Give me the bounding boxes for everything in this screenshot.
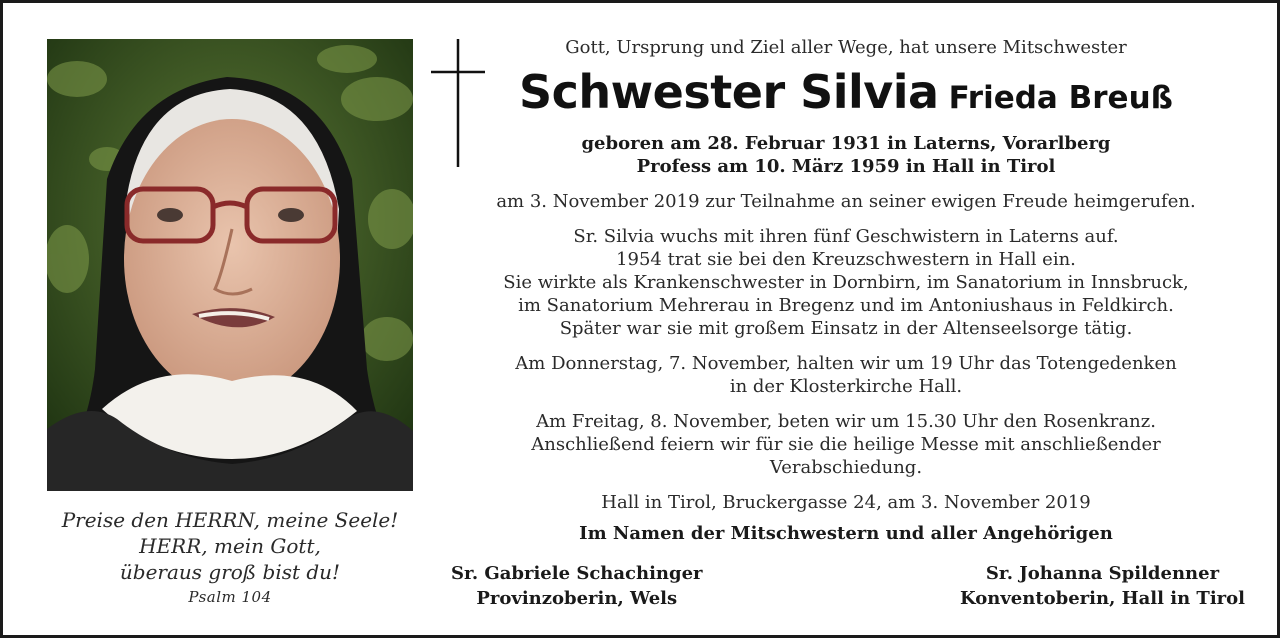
bio-line: 1954 trat sie bei den Kreuzschwestern in Hall ein. xyxy=(616,249,1076,270)
bio-line: im Sanatorium Mehrerau in Bregenz und im Antoniushaus in Feldkirch. xyxy=(518,295,1174,316)
rosary-info xyxy=(473,410,1219,479)
memorial-line: in der Klosterkirche Hall. xyxy=(729,376,963,397)
rosary-line: Verabschiedung. xyxy=(769,457,923,478)
bio-line: Später war sie mit großem Einsatz in der Altenseelsorge tätig. xyxy=(559,318,1133,339)
rosary-line: Anschließend feiern wir für sie die heilige Messe mit anschließender xyxy=(531,434,1161,455)
signers xyxy=(451,561,1245,611)
biography xyxy=(473,225,1219,340)
portrait-photo xyxy=(47,39,413,491)
bio-line: Sr. Silvia wuchs mit ihren fünf Geschwistern in Laterns auf. xyxy=(573,226,1119,247)
signer-role: Provinzoberin, Wels xyxy=(476,588,678,609)
signer-role: Konventoberin, Hall in Tirol xyxy=(959,588,1245,609)
psalm-line: überaus groß bist du! xyxy=(119,560,341,584)
place-date: Hall in Tirol, Bruckergasse 24, am 3. November 2019 xyxy=(601,492,1091,513)
rosary-line: Am Freitag, 8. November, beten wir um 15.30 Uhr den Rosenkranz. xyxy=(536,411,1156,432)
signer-left xyxy=(451,561,703,611)
signer-right xyxy=(960,561,1245,611)
name-primary: Schwester Silvia xyxy=(519,65,939,119)
signer-name: Sr. Gabriele Schachinger xyxy=(451,563,703,584)
obituary-text xyxy=(473,33,1219,545)
called-home-line: am 3. November 2019 zur Teilnahme an seiner ewigen Freude heimgerufen. xyxy=(496,191,1196,212)
psalm-quote xyxy=(47,507,413,609)
psalm-line: HERR, mein Gott, xyxy=(139,534,321,558)
memorial-info xyxy=(473,352,1219,398)
on-behalf-line: Im Namen der Mitschwestern und aller Angehörigen xyxy=(579,523,1113,544)
profess-info: Profess am 10. März 1959 in Hall in Tirol xyxy=(636,156,1056,177)
intro-line: Gott, Ursprung und Ziel aller Wege, hat unsere Mitschwester xyxy=(565,37,1127,58)
psalm-line: Preise den HERRN, meine Seele! xyxy=(61,508,399,532)
signer-name: Sr. Johanna Spildenner xyxy=(985,563,1220,584)
bio-line: Sie wirkte als Krankenschwester in Dornbirn, im Sanatorium in Innsbruck, xyxy=(503,272,1189,293)
memorial-line: Am Donnerstag, 7. November, halten wir um 19 Uhr das Totengedenken xyxy=(515,353,1177,374)
name-secondary: Frieda Breuß xyxy=(948,80,1173,116)
deceased-name xyxy=(473,63,1219,132)
psalm-reference: Psalm 104 xyxy=(188,588,272,606)
birth-info: geboren am 28. Februar 1931 in Laterns, Vorarlberg xyxy=(581,133,1111,154)
portrait-illustration xyxy=(47,39,413,491)
